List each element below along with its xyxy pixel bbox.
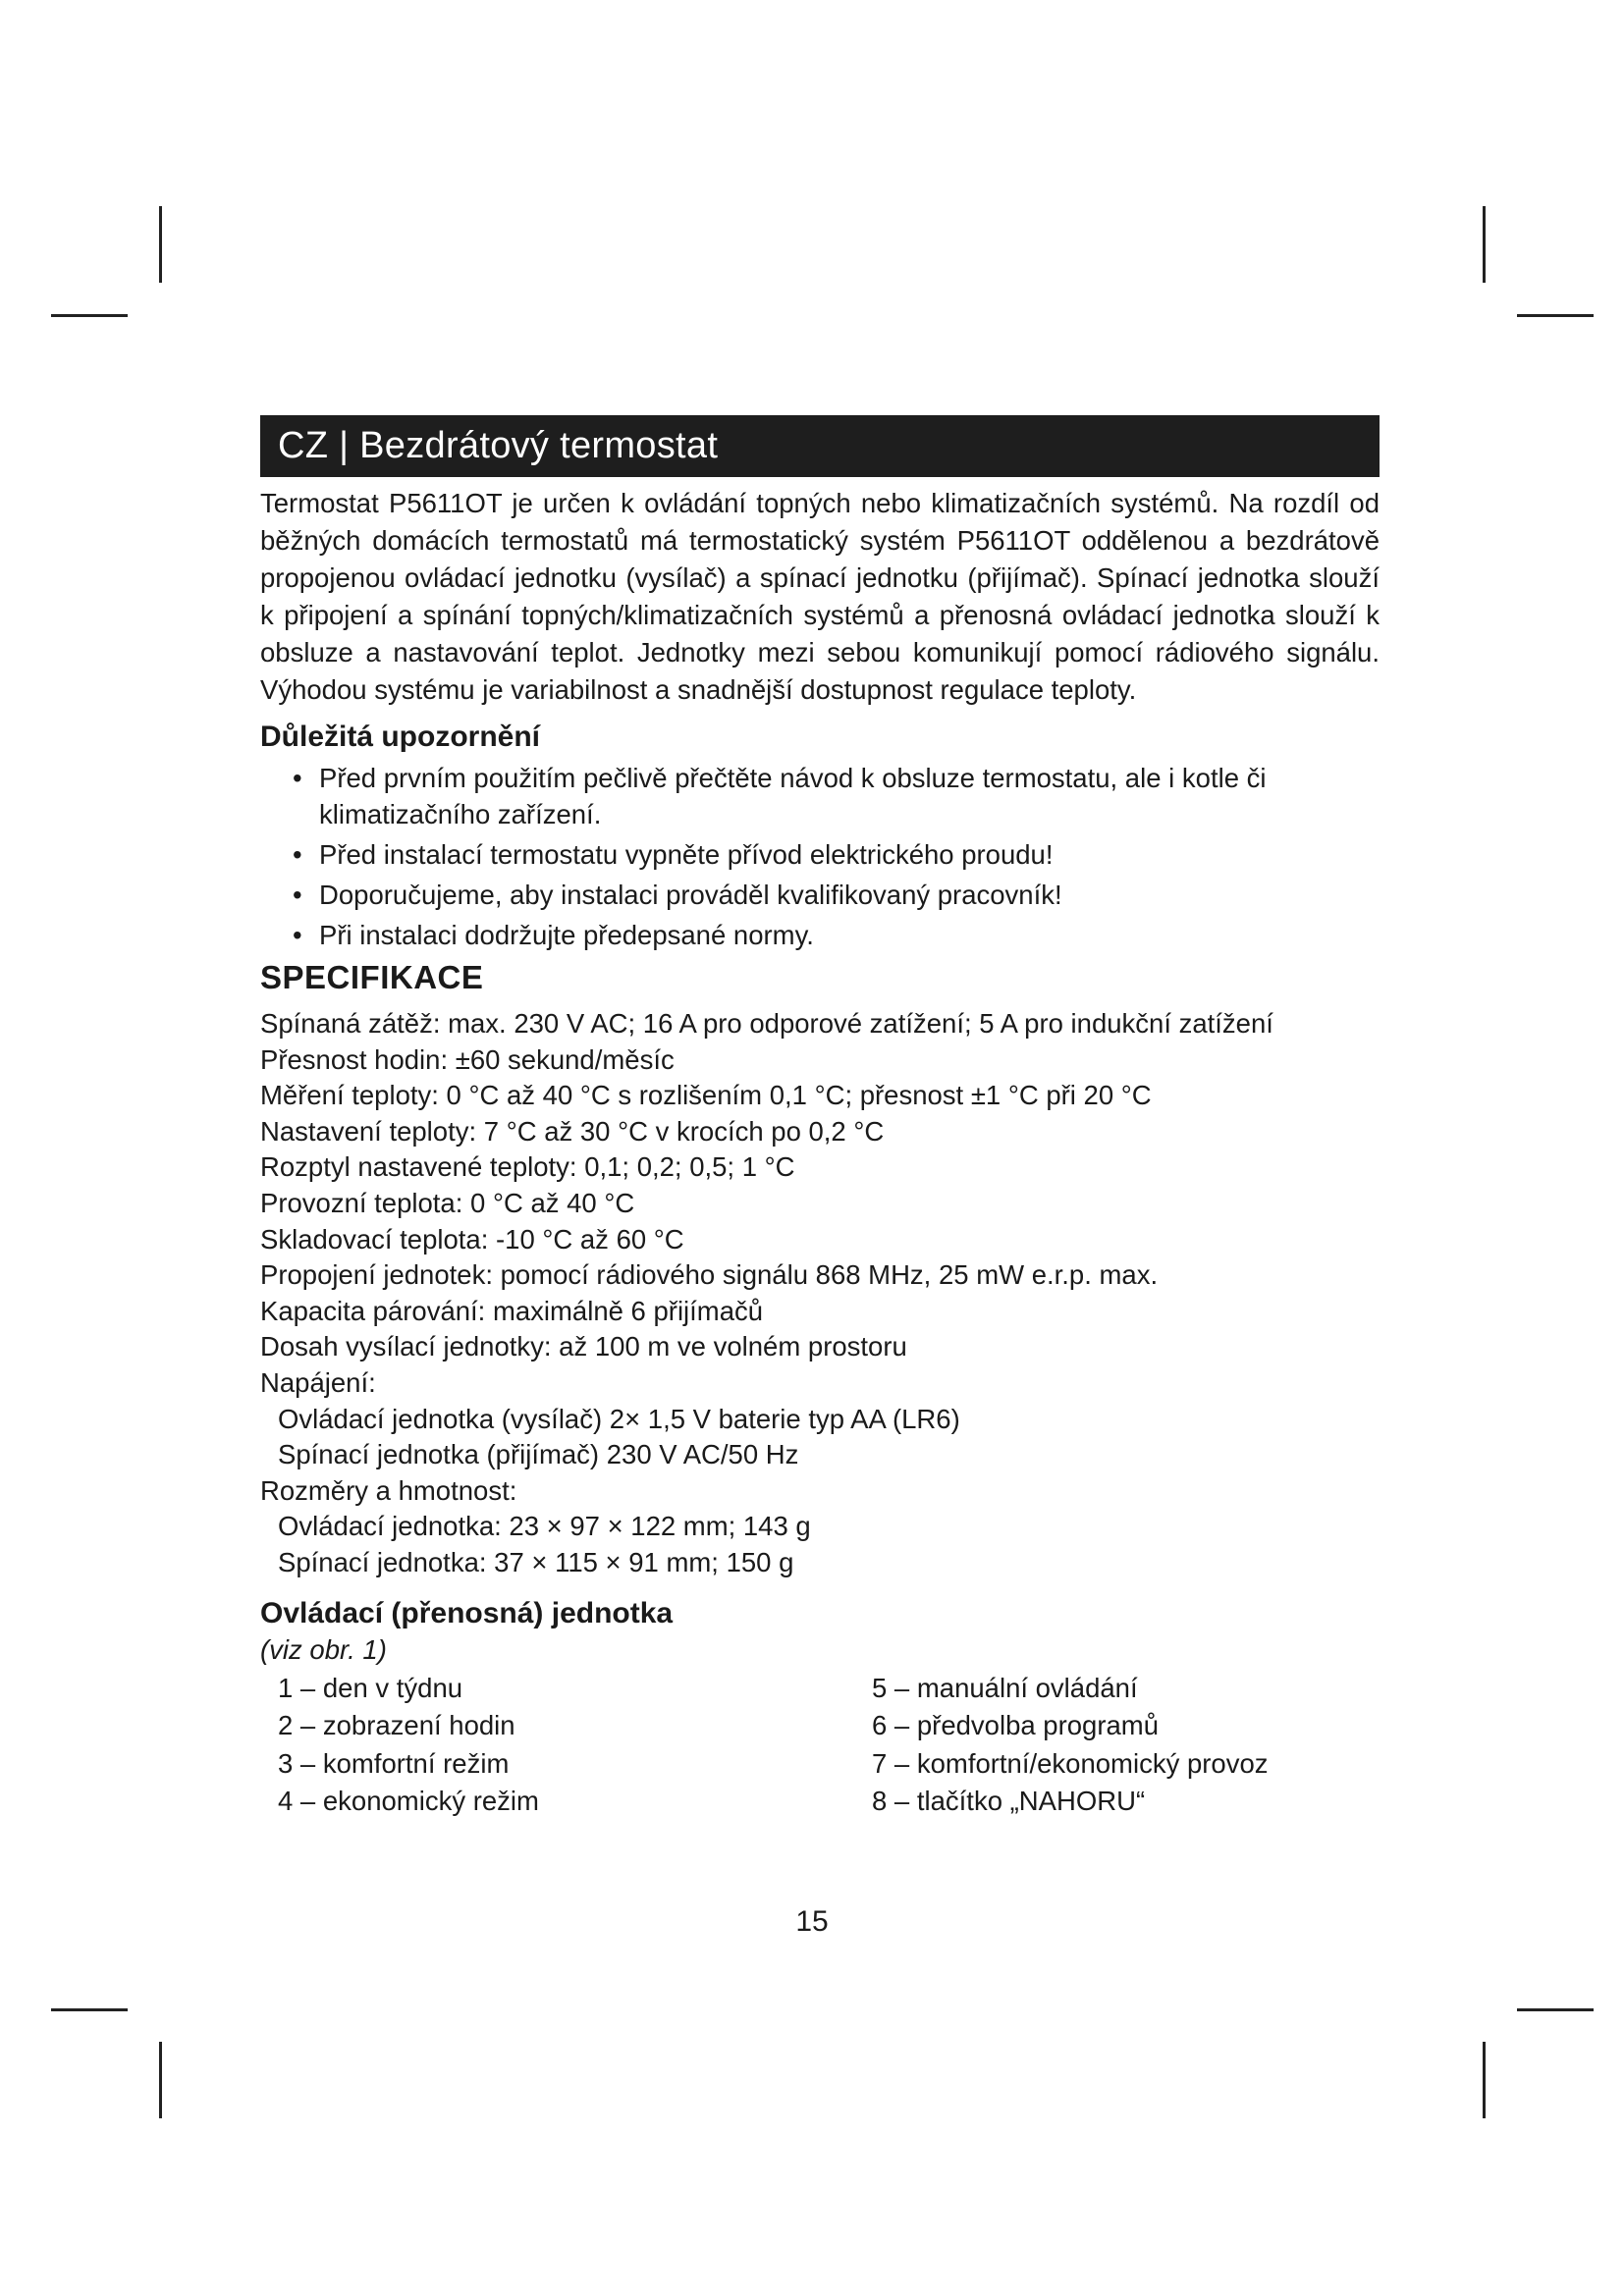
specs-heading: SPECIFIKACE [260, 959, 484, 995]
legend-item: 4 – ekonomický režim [278, 1786, 539, 1816]
legend-item: 2 – zobrazení hodin [278, 1710, 515, 1740]
spec-line: Dosah vysílací jednotky: až 100 m ve volném prostoru [260, 1331, 907, 1362]
legend-column-right [872, 1670, 1269, 1821]
figure-reference: (viz obr. 1) [260, 1633, 387, 1665]
spec-line: Skladovací teplota: -10 °C až 60 °C [260, 1223, 684, 1255]
spec-line: Ovládací jednotka (vysílač) 2× 1,5 V baterie typ AA (LR6) [278, 1403, 960, 1434]
crop-mark [1517, 2008, 1594, 2011]
spec-line: Provozní teplota: 0 °C až 40 °C [260, 1187, 635, 1218]
spec-line: Ovládací jednotka: 23 × 97 × 122 mm; 143 g [278, 1511, 811, 1542]
legend-item: 6 – předvolba programů [872, 1710, 1159, 1740]
legend-item: 3 – komfortní režim [278, 1747, 510, 1779]
spec-line: Spínací jednotka (přijímač) 230 V AC/50 Hz [278, 1439, 799, 1470]
intro-paragraph: Termostat P5611OT je určen k ovládání topných nebo klimatizačních systémů. Na rozdíl od běžných domácích termostatů má termostatický systém P5611OT oddělenou a bezdrátově propojenou ovládací jednotku (vysílač) a spínací jednotku (přijímač). Spínací jednotka slouží k připojení a spínání topných/klimatizačních systémů a přenosná ovládací jednotka slouží k obsluze a nastavování teplot. Jednotky mezi sebou komunikují pomocí rádiového signálu. Výhodou systému je variabilnost a snadnější dostupnost regulace teploty. [260, 488, 1380, 705]
spec-line: Přesnost hodin: ±60 sekund/měsíc [260, 1043, 675, 1075]
section-title: CZ | Bezdrátový termostat [260, 415, 1380, 477]
spec-line: Nastavení teploty: 7 °C až 30 °C v krocích po 0,2 °C [260, 1115, 885, 1147]
spec-line: Kapacita párování: maximálně 6 přijímačů [260, 1295, 764, 1326]
spec-line: Měření teploty: 0 °C až 40 °C s rozlišením 0,1 °C; přesnost ±1 °C při 20 °C [260, 1080, 1152, 1111]
crop-mark [159, 2042, 162, 2118]
warning-item: • Před prvním použitím pečlivě přečtěte návod k obsluze termostatu, ale i kotle či klimatizačního zařízení. [293, 760, 1380, 832]
crop-mark [1483, 2042, 1486, 2118]
legend-item: 1 – den v týdnu [278, 1672, 463, 1703]
spec-line: Spínaná zátěž: max. 230 V AC; 16 A pro odporové zatížení; 5 A pro indukční zatížení [260, 1008, 1273, 1039]
crop-mark [1517, 314, 1594, 317]
legend-column-left [260, 1670, 872, 1821]
crop-mark [51, 2008, 128, 2011]
warning-item: • Před instalací termostatu vypněte přívod elektrického proudu! [293, 836, 1380, 873]
manual-page [260, 415, 1380, 1821]
spec-line: Spínací jednotka: 37 × 115 × 91 mm; 150 g [278, 1546, 794, 1577]
warning-item: • Při instalaci dodržujte předepsané normy. [293, 917, 1380, 953]
control-unit-legend [260, 1670, 1380, 1821]
crop-mark [1483, 206, 1486, 283]
spec-line: Napájení: [260, 1366, 376, 1398]
legend-item: 5 – manuální ovládání [872, 1672, 1138, 1703]
spec-line: Rozptyl nastavené teploty: 0,1; 0,2; 0,5; 1 °C [260, 1151, 795, 1183]
control-unit-heading: Ovládací (přenosná) jednotka [260, 1596, 674, 1629]
legend-item: 8 – tlačítko „NAHORU“ [872, 1786, 1146, 1816]
spec-line: Rozměry a hmotnost: [260, 1474, 517, 1506]
specs-list [260, 1006, 1380, 1581]
crop-mark [51, 314, 128, 317]
warnings-list [260, 760, 1380, 953]
crop-mark [159, 206, 162, 283]
page-number: 15 [795, 1905, 829, 1938]
warnings-heading: Důležitá upozornění [260, 721, 540, 753]
spec-line: Propojení jednotek: pomocí rádiového signálu 868 MHz, 25 mW e.r.p. max. [260, 1259, 1159, 1291]
legend-item: 7 – komfortní/ekonomický provoz [872, 1747, 1269, 1779]
warning-item: • Doporučujeme, aby instalaci prováděl kvalifikovaný pracovník! [293, 877, 1380, 913]
